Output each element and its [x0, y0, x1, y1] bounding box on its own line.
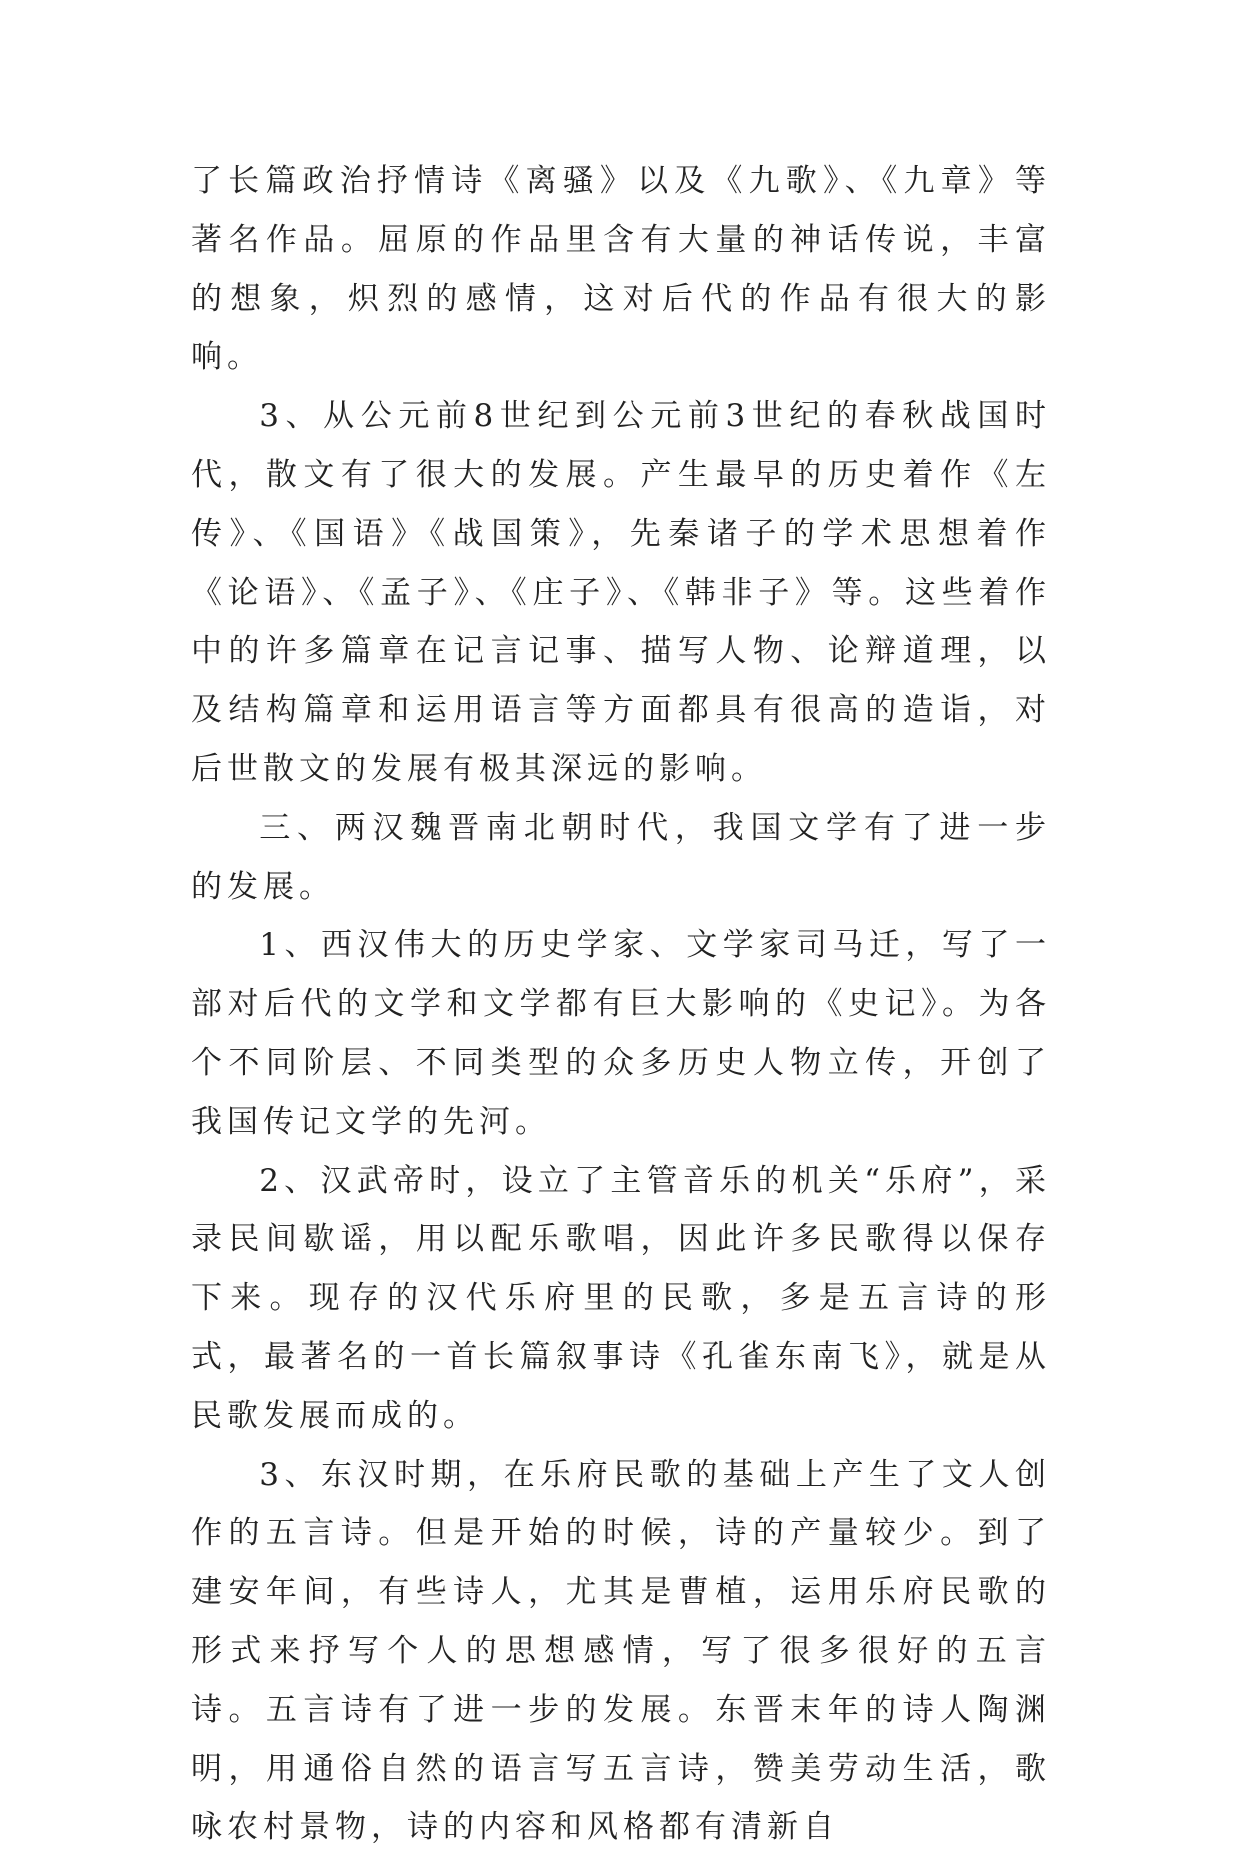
paragraph-continuation: 了长篇政治抒情诗《离骚》以及《九歌》、《九章》等著名作品。屈原的作品里含有大量的神话传说，丰富的想象，炽烈的感情，这对后代的作品有很大的影响。: [191, 163, 1051, 376]
paragraph-sima-qian: 1、西汉伟大的历史学家、文学家司马迁，写了一部对后代的文学和文学都有巨大影响的《史记》。为各个不同阶层、不同类型的众多历史人物立传，开创了我国传记文学的先河。: [191, 927, 1051, 1140]
section-heading-han-wei-jin: 三、两汉魏晋南北朝时代，我国文学有了进一步的发展。: [191, 809, 1051, 905]
paragraph-yuefu: 2、汉武帝时，设立了主管音乐的机关“乐府”，采录民间歇谣，用以配乐歌唱，因此许多民歌得以保存下来。现存的汉代乐府里的民歌，多是五言诗的形式，最著名的一首长篇叙事诗《孔雀东南飞》，就是从民歌发展而成的。: [191, 1162, 1051, 1434]
paragraph-eastern-han-poetry: 3、东汉时期，在乐府民歌的基础上产生了文人创作的五言诗。但是开始的时候，诗的产量较少。到了建安年间，有些诗人，尤其是曹植，运用乐府民歌的形式来抒写个人的思想感情，写了很多很好的五言诗。五言诗有了进一步的发展。东晋末年的诗人陶渊明，用通俗自然的语言写五言诗，赞美劳动生活，歌咏农村景物，诗的内容和风格都有清新自: [191, 1456, 1051, 1846]
paragraph-spring-autumn-prose: 3、从公元前8世纪到公元前3世纪的春秋战国时代，散文有了很大的发展。产生最早的历史着作《左传》、《国语》《战国策》，先秦诸子的学术思想着作《论语》、《孟子》、《庄子》、《韩非子》等。这些着作中的许多篇章在记言记事、描写人物、论辩道理，以及结构篇章和运用语言等方面都具有很高的造诣，对后世散文的发展有极其深远的影响。: [191, 398, 1051, 787]
document-body: [191, 152, 1051, 1857]
